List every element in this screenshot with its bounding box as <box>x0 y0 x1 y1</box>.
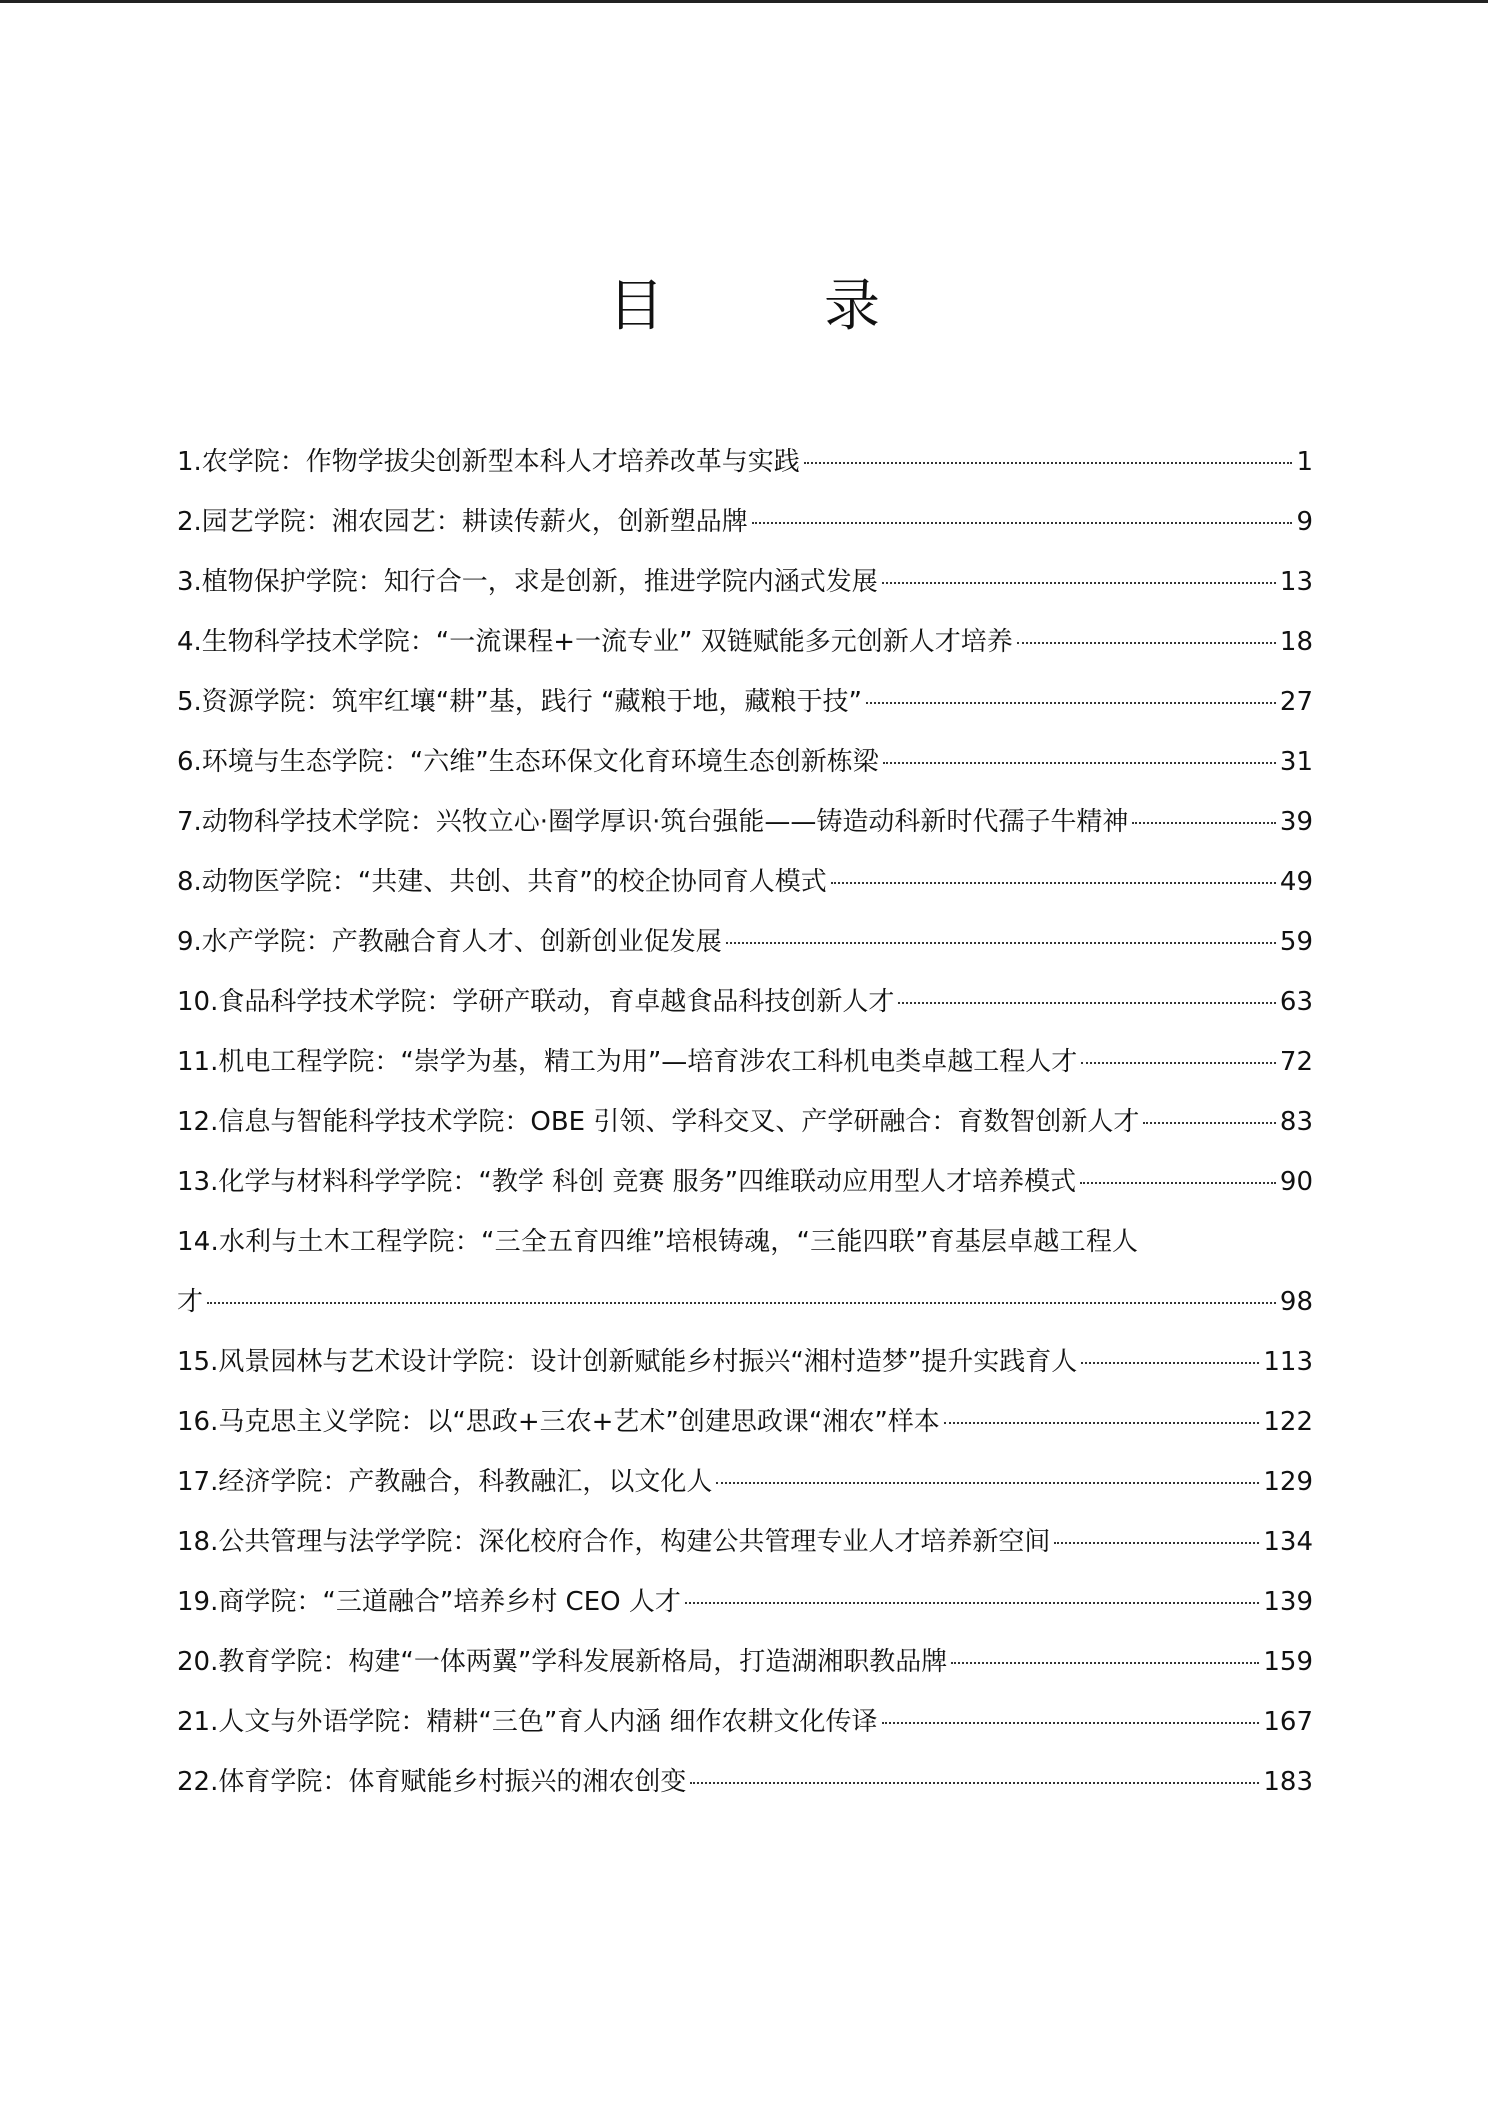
toc-entry-label: 1.农学院：作物学拔尖创新型本科人才培养改革与实践 <box>177 447 800 477</box>
toc-entry[interactable] <box>177 1152 1313 1212</box>
toc-entry[interactable] <box>177 1692 1313 1752</box>
toc-page-number: 27 <box>1279 687 1313 717</box>
toc-page-number: 90 <box>1279 1167 1313 1197</box>
toc-dot-leader <box>951 1662 1259 1664</box>
toc-entry-label: 18.公共管理与法学学院：深化校府合作，构建公共管理专业人才培养新空间 <box>177 1527 1051 1557</box>
toc-dot-leader <box>883 762 1276 764</box>
toc-entry-label: 10.食品科学技术学院：学研产联动，育卓越食品科技创新人才 <box>177 987 895 1017</box>
toc-entry-label: 19.商学院：“三道融合”培养乡村 CEO 人才 <box>177 1587 681 1617</box>
toc-page-number: 9 <box>1296 507 1313 537</box>
page-top-border <box>0 0 1488 3</box>
toc-page-number: 18 <box>1279 627 1313 657</box>
toc-entry[interactable] <box>177 1032 1313 1092</box>
toc-page-number: 167 <box>1263 1707 1313 1737</box>
table-of-contents <box>177 432 1313 1812</box>
toc-entry-label: 6.环境与生态学院：“六维”生态环保文化育环境生态创新栋梁 <box>177 747 879 777</box>
toc-entry-label: 8.动物医学院：“共建、共创、共育”的校企协同育人模式 <box>177 867 827 897</box>
toc-dot-leader <box>1054 1542 1259 1544</box>
toc-page-number: 134 <box>1263 1527 1313 1557</box>
toc-dot-leader <box>752 522 1293 524</box>
toc-entry[interactable] <box>177 432 1313 492</box>
toc-page-number: 159 <box>1263 1647 1313 1677</box>
toc-page-number: 113 <box>1263 1347 1313 1377</box>
toc-dot-leader <box>726 942 1276 944</box>
toc-entry[interactable] <box>177 852 1313 912</box>
toc-entry-label: 7.动物科学技术学院：兴牧立心·圈学厚识·筑台强能——铸造动科新时代孺子牛精神 <box>177 807 1129 837</box>
toc-page-number: 129 <box>1263 1467 1313 1497</box>
toc-entry-label: 2.园艺学院：湘农园艺：耕读传薪火，创新塑品牌 <box>177 507 748 537</box>
toc-entry-label: 20.教育学院：构建“一体两翼”学科发展新格局，打造湖湘职教品牌 <box>177 1647 948 1677</box>
toc-dot-leader <box>866 702 1276 704</box>
toc-entry[interactable] <box>177 1752 1313 1812</box>
toc-entry[interactable] <box>177 1212 1313 1272</box>
toc-entry-label: 16.马克思主义学院：以“思政+三农+艺术”创建思政课“湘农”样本 <box>177 1407 940 1437</box>
toc-page-number: 13 <box>1279 567 1313 597</box>
toc-dot-leader <box>1081 1362 1259 1364</box>
toc-entry[interactable] <box>177 672 1313 732</box>
toc-page-number: 49 <box>1279 867 1313 897</box>
toc-page-number: 72 <box>1279 1047 1313 1077</box>
toc-dot-leader <box>1081 1062 1276 1064</box>
toc-dot-leader <box>882 582 1276 584</box>
toc-page-number: 139 <box>1263 1587 1313 1617</box>
toc-entry-continued[interactable] <box>177 1272 1313 1332</box>
toc-entry-label: 14.水利与土木工程学院：“三全五育四维”培根铸魂，“三能四联”育基层卓越工程人 <box>177 1227 1139 1257</box>
toc-dot-leader <box>685 1602 1259 1604</box>
toc-page-number: 83 <box>1279 1107 1313 1137</box>
toc-entry[interactable] <box>177 732 1313 792</box>
toc-dot-leader <box>944 1422 1260 1424</box>
toc-entry-label-continued: 才 <box>177 1287 204 1317</box>
toc-dot-leader <box>690 1782 1259 1784</box>
page-title: 目 录 <box>608 274 932 339</box>
toc-entry-label: 12.信息与智能科学技术学院：OBE 引领、学科交叉、产学研融合：育数智创新人才 <box>177 1107 1140 1137</box>
toc-entry[interactable] <box>177 972 1313 1032</box>
toc-dot-leader <box>1132 822 1276 824</box>
toc-entry-label: 5.资源学院：筑牢红壤“耕”基，践行 “藏粮于地，藏粮于技” <box>177 687 862 717</box>
toc-dot-leader <box>716 1482 1259 1484</box>
toc-entry-label: 22.体育学院：体育赋能乡村振兴的湘农创变 <box>177 1767 687 1797</box>
toc-dot-leader <box>1080 1182 1276 1184</box>
toc-entry[interactable] <box>177 1332 1313 1392</box>
toc-dot-leader <box>1143 1122 1276 1124</box>
toc-entry[interactable] <box>177 912 1313 972</box>
toc-dot-leader <box>882 1722 1260 1724</box>
toc-entry[interactable] <box>177 1512 1313 1572</box>
toc-entry-label: 21.人文与外语学院：精耕“三色”育人内涵 细作农耕文化传译 <box>177 1707 878 1737</box>
toc-entry[interactable] <box>177 1092 1313 1152</box>
toc-entry[interactable] <box>177 1452 1313 1512</box>
toc-entry[interactable] <box>177 1632 1313 1692</box>
toc-entry-label: 4.生物科学技术学院：“一流课程+一流专业” 双链赋能多元创新人才培养 <box>177 627 1013 657</box>
toc-dot-leader <box>207 1302 1276 1304</box>
toc-page-number: 122 <box>1263 1407 1313 1437</box>
toc-entry[interactable] <box>177 792 1313 852</box>
toc-dot-leader <box>1017 642 1276 644</box>
toc-entry[interactable] <box>177 1392 1313 1452</box>
toc-entry-label: 9.水产学院：产教融合育人才、创新创业促发展 <box>177 927 722 957</box>
toc-page-number: 63 <box>1279 987 1313 1017</box>
toc-dot-leader <box>831 882 1276 884</box>
toc-entry-label: 17.经济学院：产教融合，科教融汇，以文化人 <box>177 1467 713 1497</box>
toc-page-number: 31 <box>1279 747 1313 777</box>
toc-entry[interactable] <box>177 552 1313 612</box>
toc-page-number: 183 <box>1263 1767 1313 1797</box>
toc-entry-label: 15.风景园林与艺术设计学院：设计创新赋能乡村振兴“湘村造梦”提升实践育人 <box>177 1347 1078 1377</box>
toc-page-number: 39 <box>1279 807 1313 837</box>
toc-dot-leader <box>804 462 1293 464</box>
toc-entry[interactable] <box>177 612 1313 672</box>
toc-entry[interactable] <box>177 1572 1313 1632</box>
toc-page-number: 1 <box>1296 447 1313 477</box>
toc-entry-label: 3.植物保护学院：知行合一，求是创新，推进学院内涵式发展 <box>177 567 878 597</box>
toc-page-number: 98 <box>1279 1287 1313 1317</box>
toc-entry-label: 13.化学与材料科学学院：“教学 科创 竞赛 服务”四维联动应用型人才培养模式 <box>177 1167 1077 1197</box>
toc-page-number: 59 <box>1279 927 1313 957</box>
toc-dot-leader <box>898 1002 1276 1004</box>
toc-entry-label: 11.机电工程学院：“崇学为基，精工为用”—培育涉农工科机电类卓越工程人才 <box>177 1047 1078 1077</box>
toc-entry[interactable] <box>177 492 1313 552</box>
